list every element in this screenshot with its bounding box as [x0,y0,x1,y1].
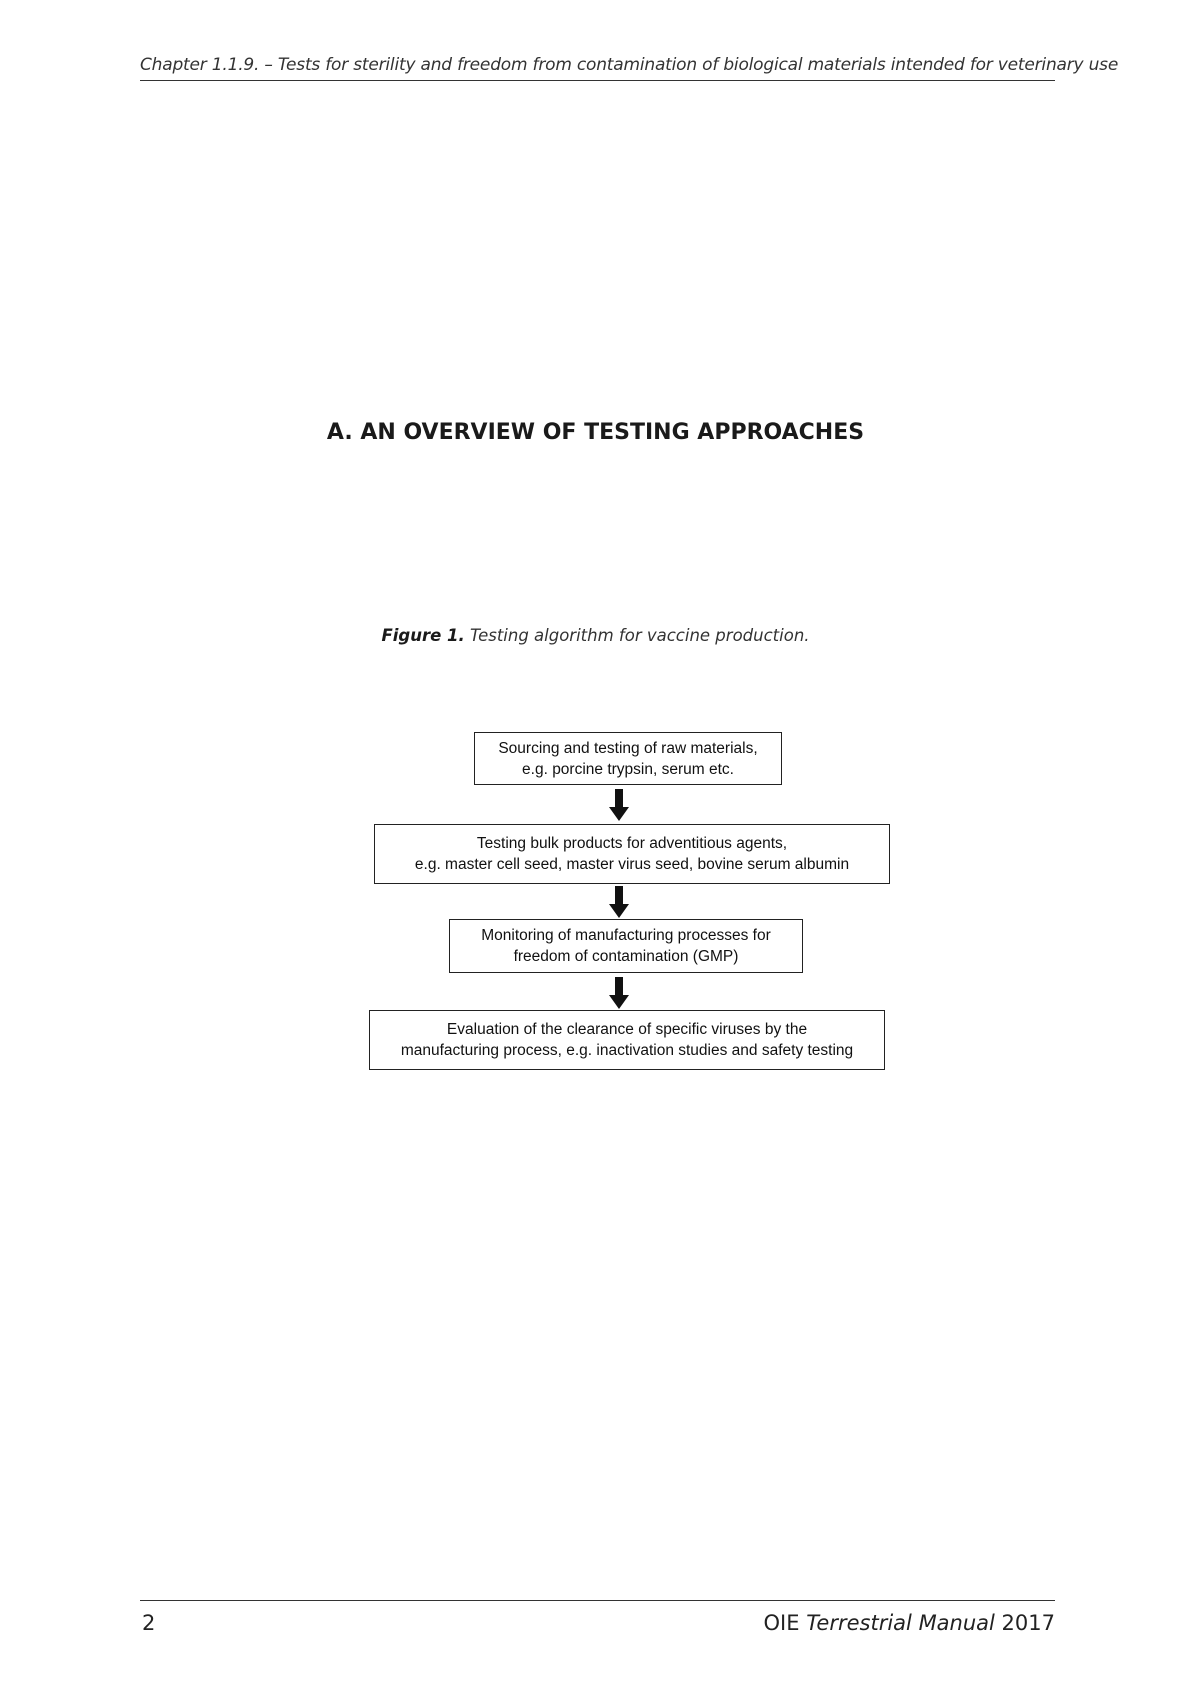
flow-step-bulk-products [374,824,890,884]
figure-caption [0,626,1191,645]
footer-publisher: OIE [763,1611,807,1635]
down-arrow-icon [609,886,629,918]
flow-step-text: Evaluation of the clearance of specific viruses by the [446,1021,808,1038]
footer-year: 2017 [994,1611,1055,1635]
flow-step-text: e.g. porcine trypsin, serum etc. [522,760,734,778]
flow-step-raw-materials [474,732,782,785]
footer-manual-name: Terrestrial Manual [806,1611,995,1635]
flow-step-text: freedom of contamination (GMP) [513,948,739,965]
footer-rule [140,1600,1055,1601]
flow-step-virus-clearance [369,1010,885,1070]
section-heading: A. AN OVERVIEW OF TESTING APPROACHES [326,420,865,445]
figure-label: Figure 1. [381,626,465,645]
flow-step-text: Sourcing and testing of raw materials, [498,739,758,757]
footer-title [640,1611,1055,1635]
down-arrow-icon [609,977,629,1009]
flow-step-text: Monitoring of manufacturing processes for [481,927,771,944]
flow-step-text: manufacturing process, e.g. inactivation studies and safety testing [400,1042,854,1059]
header-rule [140,80,1055,81]
flow-step-manufacturing-monitoring [449,919,803,973]
flow-step-text: e.g. master cell seed, master virus seed, bovine serum albumin [414,856,850,873]
figure-caption-text: Testing algorithm for vaccine production. [464,626,810,645]
running-header: Chapter 1.1.9. – Tests for sterility and freedom from contamination of biological materials intended for veterinary use [140,55,1119,75]
page-number: 2 [142,1611,156,1635]
down-arrow-icon [609,789,629,821]
flow-step-text: Testing bulk products for adventitious agents, [476,835,788,852]
